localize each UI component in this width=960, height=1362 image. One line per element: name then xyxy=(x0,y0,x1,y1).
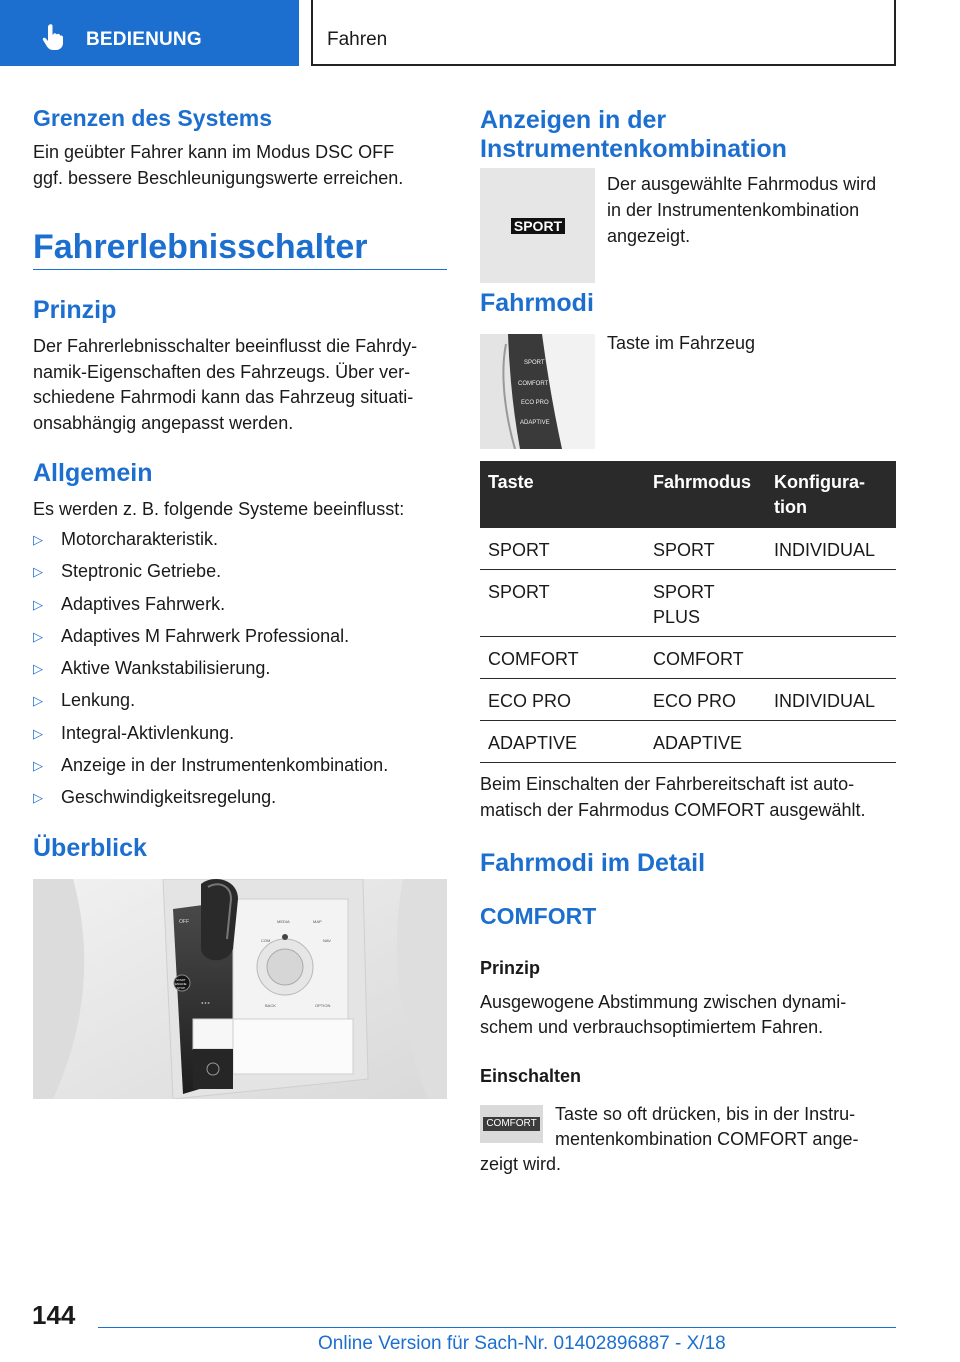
driving-modes-table xyxy=(480,461,896,763)
table-cell: ECO PRO xyxy=(645,679,766,721)
table-cell: COMFORT xyxy=(645,637,766,679)
prinzip-line-1: Der Fahrerlebnisschalter beeinflusst die Fahrdy- xyxy=(33,336,418,356)
list-item: ▷ Adaptives M Fahrwerk Professional. xyxy=(33,623,388,655)
allgemein-intro: Es werden z. B. folgende Systeme beeinflusst: xyxy=(33,499,405,519)
chapter-label: BEDIENUNG xyxy=(86,29,202,50)
table-cell: INDIVIDUAL xyxy=(766,528,896,570)
anzeigen-line-1: Der ausgewählte Fahrmodus wird xyxy=(607,174,877,194)
table-cell: ADAPTIVE xyxy=(645,721,766,763)
comfort-heading: COMFORT xyxy=(480,903,597,929)
triangle-bullet-icon: ▷ xyxy=(33,661,43,677)
systems-list xyxy=(33,526,388,817)
triangle-bullet-icon: ▷ xyxy=(33,532,43,547)
svg-text:COM: COM xyxy=(261,938,271,943)
table-cell: SPORT xyxy=(480,528,645,570)
table-cell: SPORT PLUS xyxy=(645,570,766,637)
auto-mode-note-line-2: matisch der Fahrmodus COMFORT ausgewählt. xyxy=(480,800,866,820)
detail-heading: Fahrmodi im Detail xyxy=(480,849,706,877)
prinzip-subheading: Prinzip xyxy=(480,958,541,978)
hand-icon xyxy=(38,22,68,52)
einschalten-subheading: Einschalten xyxy=(480,1066,582,1086)
triangle-bullet-icon: ▷ xyxy=(33,790,43,806)
fahrmodi-heading: Fahrmodi xyxy=(480,289,594,317)
table-row xyxy=(480,637,896,679)
online-version-link[interactable]: Online Version für Sach-Nr. 01402896887 - X/18 xyxy=(318,1333,726,1354)
table-cell: ECO PRO xyxy=(480,679,645,721)
center-console-illustration xyxy=(33,879,447,1099)
svg-text:MEDIA: MEDIA xyxy=(277,919,290,924)
anzeigen-line-3: angezeigt. xyxy=(607,226,691,246)
prinzip-heading: Prinzip xyxy=(33,296,117,324)
sport-badge: SPORT xyxy=(511,218,565,234)
anzeigen-heading-line-1: Anzeigen in der xyxy=(480,106,667,134)
svg-text:SPORT: SPORT xyxy=(524,360,545,366)
section-label: Fahren xyxy=(327,29,388,50)
comfort-prinzip-line-1: Ausgewogene Abstimmung zwischen dynami- xyxy=(480,992,847,1012)
svg-text:MAP: MAP xyxy=(313,919,322,924)
section-header xyxy=(311,0,896,66)
svg-text:OPTION: OPTION xyxy=(315,1003,331,1008)
taste-caption: Taste im Fahrzeug xyxy=(607,333,756,353)
auto-mode-note-line-1: Beim Einschalten der Fahrbereitschaft ist auto- xyxy=(480,774,855,794)
footer-rule xyxy=(98,1327,896,1328)
table-cell: INDIVIDUAL xyxy=(766,679,896,721)
einschalten-line-3: zeigt wird. xyxy=(480,1154,562,1174)
svg-text:BACK: BACK xyxy=(265,1003,276,1008)
prinzip-line-2: namik-Eigenschaften des Fahrzeugs. Über ver- xyxy=(33,362,411,382)
table-header-row xyxy=(480,461,896,528)
triangle-bullet-icon: ▷ xyxy=(33,693,43,709)
comfort-badge: COMFORT xyxy=(483,1117,540,1131)
list-item: ▷ Geschwindigkeitsregelung. xyxy=(33,784,388,816)
prinzip-line-3: schiedene Fahrmodi kann das Fahrzeug situati- xyxy=(33,387,414,407)
svg-text:OFF: OFF xyxy=(179,919,189,925)
svg-text:STOP: STOP xyxy=(177,986,186,990)
list-item: ▷ Steptronic Getriebe. xyxy=(33,558,388,590)
table-cell xyxy=(766,721,896,763)
comfort-display-image xyxy=(480,1105,543,1143)
table-cell xyxy=(766,570,896,637)
svg-text:ENGINE: ENGINE xyxy=(175,982,187,986)
svg-text:COMFORT: COMFORT xyxy=(518,381,549,387)
header-taste: Taste xyxy=(480,461,645,528)
list-item: ▷ Anzeige in der Instrumentenkombination. xyxy=(33,752,388,784)
svg-text:START: START xyxy=(176,978,186,982)
table-row xyxy=(480,528,896,570)
svg-text:ADAPTIVE: ADAPTIVE xyxy=(520,420,550,426)
triangle-bullet-icon: ▷ xyxy=(33,564,43,580)
ueberblick-heading: Überblick xyxy=(33,834,147,862)
prinzip-line-4: onsabhängig angepasst werden. xyxy=(33,413,294,433)
grenzen-heading: Grenzen des Systems xyxy=(33,105,273,131)
einschalten-line-2: mentenkombination COMFORT ange- xyxy=(555,1129,859,1149)
allgemein-heading: Allgemein xyxy=(33,459,153,487)
title-underline xyxy=(33,269,447,270)
anzeigen-heading-line-2: Instrumentenkombination xyxy=(480,135,787,163)
table-cell: ADAPTIVE xyxy=(480,721,645,763)
table-cell: SPORT xyxy=(480,570,645,637)
list-item: ▷ Adaptives Fahrwerk. xyxy=(33,591,388,623)
table-cell: COMFORT xyxy=(480,637,645,679)
table-row xyxy=(480,570,896,637)
grenzen-line-1: Ein geübter Fahrer kann im Modus DSC OFF xyxy=(33,142,395,162)
svg-text:NAV: NAV xyxy=(323,938,331,943)
sport-display-image xyxy=(480,168,595,283)
chapter-tab[interactable] xyxy=(0,0,299,66)
triangle-bullet-icon: ▷ xyxy=(33,628,43,644)
list-item: ▷ Integral-Aktivlenkung. xyxy=(33,720,388,752)
grenzen-line-2: ggf. bessere Beschleunigungswerte erreichen. xyxy=(33,168,404,188)
einschalten-line-1: Taste so oft drücken, bis in der Instru- xyxy=(555,1104,856,1124)
comfort-prinzip-line-2: schem und verbrauchsoptimiertem Fahren. xyxy=(480,1017,824,1037)
mode-buttons-image xyxy=(480,334,595,449)
table-cell xyxy=(766,637,896,679)
svg-text:ECO PRO: ECO PRO xyxy=(521,400,549,406)
list-item: ▷ Lenkung. xyxy=(33,687,388,719)
table-cell: SPORT xyxy=(645,528,766,570)
header-fahrmodus: Fahrmodus xyxy=(645,461,766,528)
header-konfiguration: Konfigura- tion xyxy=(766,461,896,528)
table-row xyxy=(480,721,896,763)
triangle-bullet-icon: ▷ xyxy=(33,725,43,741)
mode-buttons-illustration xyxy=(480,334,595,449)
center-console-image xyxy=(33,879,447,1099)
triangle-bullet-icon: ▷ xyxy=(33,758,43,774)
page-number: 144 xyxy=(32,1300,76,1330)
list-item: ▷ Motorcharakteristik. xyxy=(33,526,388,558)
anzeigen-line-2: in der Instrumentenkombination xyxy=(607,200,860,220)
page-title: Fahrerlebnisschalter xyxy=(33,228,368,266)
svg-text:◂ ◂ ◂: ◂ ◂ ◂ xyxy=(201,1000,210,1005)
table-row xyxy=(480,679,896,721)
triangle-bullet-icon: ▷ xyxy=(33,596,43,612)
list-item: ▷ Aktive Wankstabilisierung. xyxy=(33,655,388,687)
